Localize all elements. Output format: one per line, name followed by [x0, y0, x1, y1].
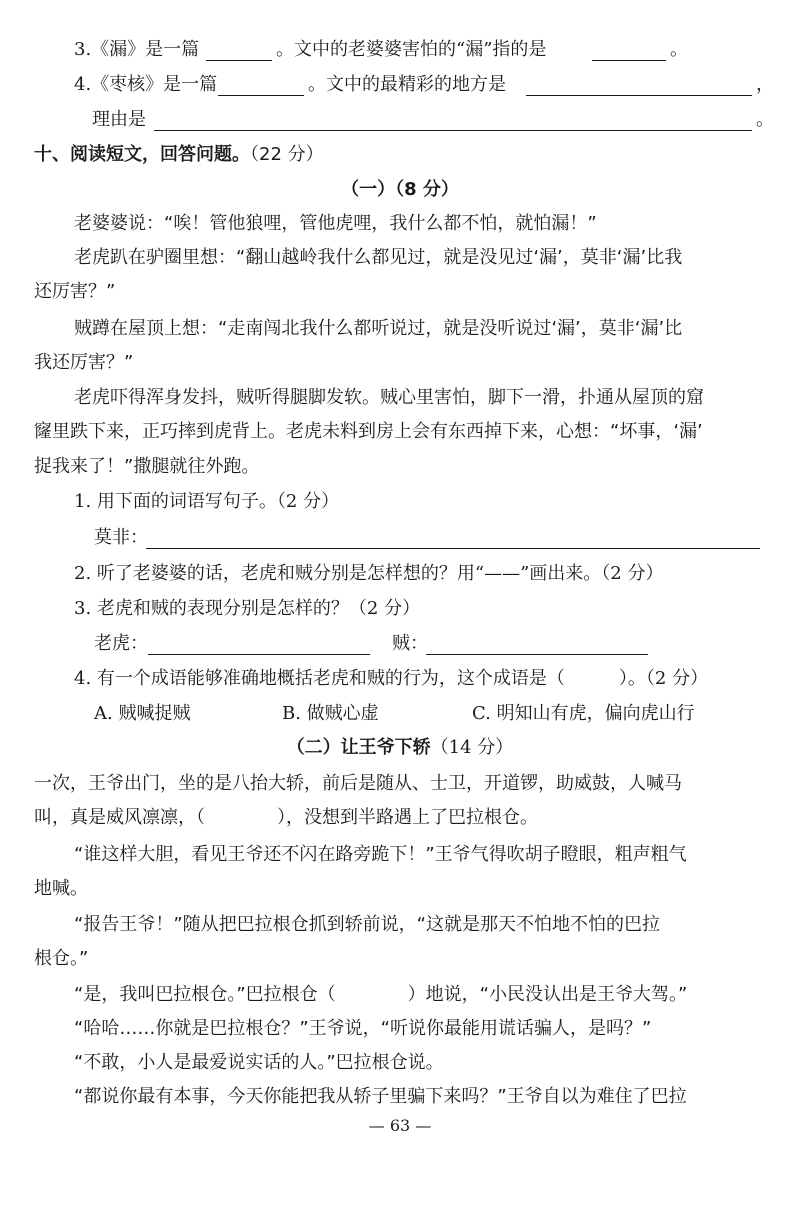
tiger-label: 老虎： — [94, 633, 148, 654]
passage-line: 捉我来了！”撒腿就往外跑。 — [34, 456, 260, 477]
thief-answer-blank[interactable] — [426, 636, 648, 655]
passage-line: 还厉害？” — [34, 281, 116, 302]
passage-line: 叫，真是威风凛凛，（ ），没想到半路遇上了巴拉根仓。 — [34, 807, 538, 828]
passage-2-score: （14 分） — [430, 737, 514, 758]
passage-line: “都说你最有本事，今天你能把我从轿子里骗下来吗？”王爷自以为难住了巴拉 — [74, 1086, 687, 1107]
passage-line: 老婆婆说：“唉！管他狼哩，管他虎哩，我什么都不怕，就怕漏！” — [74, 213, 597, 234]
passage-line: “报告王爷！”随从把巴拉根仓抓到轿前说，“这就是那天不怕地不怕的巴拉 — [74, 914, 660, 935]
option-c[interactable]: C. 明知山有虎，偏向虎山行 — [472, 703, 695, 724]
reason-label: 理由是 — [92, 109, 146, 130]
passage-line: 老虎吓得浑身发抖，贼听得腿脚发软。贼心里害怕，脚下一滑，扑通从屋顶的窟 — [74, 387, 704, 408]
passage-line: 一次，王爷出门，坐的是八抬大轿，前后是随从、士卫，开道锣，助威鼓，人喊马 — [34, 773, 682, 794]
tiger-answer-blank[interactable] — [148, 636, 370, 655]
option-b[interactable]: B. 做贼心虚 — [282, 703, 379, 724]
page-number: — 63 — — [368, 1116, 432, 1135]
question-4: 4. 有一个成语能够准确地概括老虎和贼的行为，这个成语是（ ）。（2 分） — [74, 668, 709, 689]
answer-blank[interactable] — [592, 42, 666, 61]
answer-blank[interactable] — [206, 42, 272, 61]
section-title-text: 十、阅读短文，回答问题。 — [34, 144, 250, 165]
passage-line: 我还厉害？” — [34, 352, 134, 373]
question-3: 3. 老虎和贼的表现分别是怎样的？（2 分） — [74, 598, 421, 619]
passage-line: 地喊。 — [34, 878, 88, 899]
exercise-3-part-a: 3.《漏》是一篇 — [74, 39, 200, 60]
answer-blank[interactable] — [218, 77, 304, 96]
passage-line: “是，我叫巴拉根仓。”巴拉根仓（ ）地说，“小民没认出是王爷大驾。” — [74, 984, 688, 1005]
answer-blank[interactable] — [526, 77, 752, 96]
passage-1-heading: （一）（8 分） — [341, 179, 459, 200]
exercise-4-part-b: 。文中的最精彩的地方是 — [308, 74, 506, 95]
exercise-3-part-b: 。文中的老婆婆害怕的“漏”指的是 — [276, 39, 547, 60]
exercise-4-comma: ， — [756, 74, 774, 95]
word-label: 莫非： — [94, 527, 148, 548]
passage-2-title: （二）让王爷下轿 — [286, 737, 431, 758]
exercise-4-part-a: 4.《枣核》是一篇 — [74, 74, 218, 95]
question-2: 2. 听了老婆婆的话，老虎和贼分别是怎样想的？用“——”画出来。（2 分） — [74, 563, 664, 584]
thief-label: 贼： — [392, 633, 428, 654]
section-title — [34, 143, 800, 167]
option-a[interactable]: A. 贼喊捉贼 — [94, 703, 191, 724]
passage-line: 根仓。” — [34, 948, 89, 969]
passage-line: 窿里跌下来，正巧摔到虎背上。老虎未料到房上会有东西掉下来，心想：“坏事，‘漏’ — [34, 421, 703, 442]
passage-line: 贼蹲在屋顶上想：“走南闯北我什么都听说过，就是没听说过‘漏’，莫非‘漏’比 — [74, 318, 683, 339]
passage-2-heading — [0, 736, 800, 760]
reason-end: 。 — [756, 109, 774, 130]
answer-blank[interactable] — [154, 112, 752, 131]
passage-line: 老虎趴在驴圈里想：“翻山越岭我什么都见过，就是没见过‘漏’，莫非‘漏’比我 — [74, 247, 683, 268]
passage-line: “谁这样大胆，看见王爷还不闪在路旁跪下！”王爷气得吹胡子瞪眼，粗声粗气 — [74, 844, 687, 865]
passage-line: “哈哈……你就是巴拉根仓？”王爷说，“听说你最能用谎话骗人，是吗？” — [74, 1018, 652, 1039]
exercise-3-end: 。 — [670, 39, 688, 60]
section-score: （22 分） — [250, 144, 324, 165]
question-1: 1. 用下面的词语写句子。（2 分） — [74, 491, 340, 512]
answer-blank[interactable] — [146, 530, 760, 549]
passage-line: “不敢，小人是最爱说实话的人。”巴拉根仓说。 — [74, 1052, 444, 1073]
